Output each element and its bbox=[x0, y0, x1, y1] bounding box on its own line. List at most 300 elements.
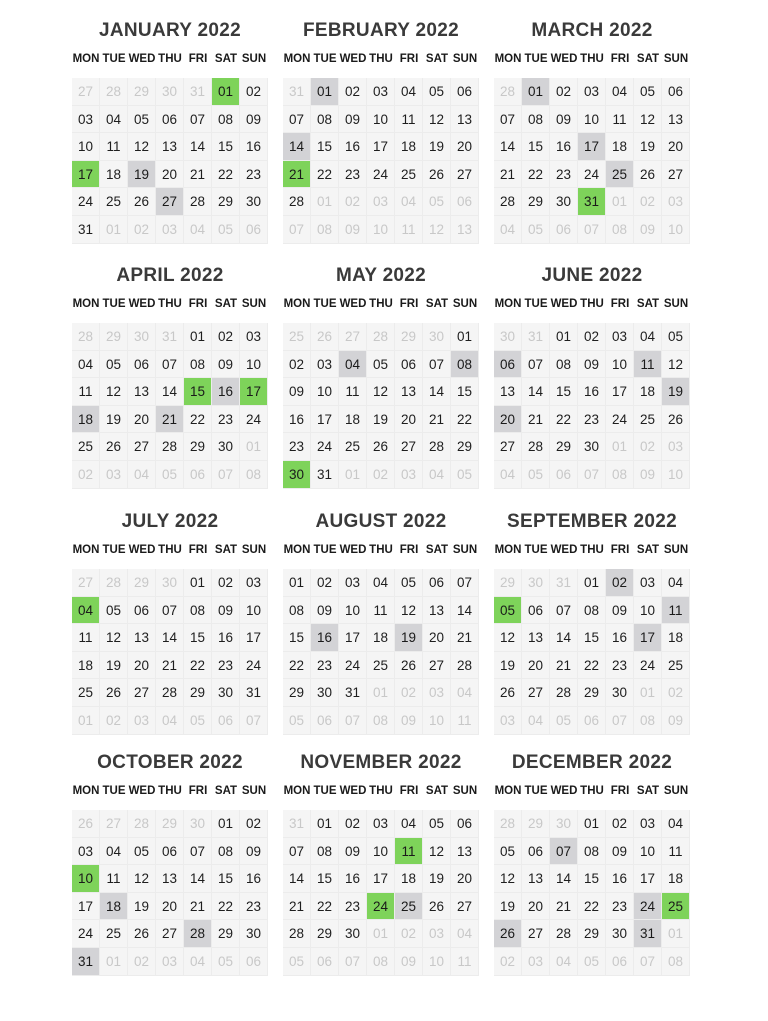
weekday-header bbox=[283, 780, 479, 802]
day-cell: 23 bbox=[240, 893, 268, 921]
weekday-label: FRI bbox=[188, 544, 208, 556]
weekday-label: THU bbox=[158, 53, 182, 65]
day-cell: 22 bbox=[212, 161, 240, 189]
day-cell: 09 bbox=[550, 106, 578, 134]
weekday-label: THU bbox=[580, 544, 604, 556]
day-cell: 23 bbox=[606, 893, 634, 921]
month-title: DECEMBER 2022 bbox=[511, 752, 673, 773]
day-cell: 27 bbox=[128, 679, 156, 707]
month-block bbox=[72, 14, 268, 244]
day-cell: 04 bbox=[72, 351, 100, 379]
adjacent-month-day: 02 bbox=[634, 188, 662, 216]
day-cell: 26 bbox=[423, 893, 451, 921]
adjacent-month-day: 06 bbox=[240, 948, 268, 976]
adjacent-month-day: 01 bbox=[606, 433, 634, 461]
highlighted-day-gray: 04 bbox=[339, 351, 367, 379]
day-cell: 31 bbox=[311, 461, 339, 489]
day-cell: 21 bbox=[451, 624, 479, 652]
adjacent-month-day: 27 bbox=[72, 78, 100, 106]
day-cell: 19 bbox=[494, 652, 522, 680]
day-cell: 14 bbox=[184, 133, 212, 161]
day-cell: 28 bbox=[283, 920, 311, 948]
day-cell: 17 bbox=[311, 406, 339, 434]
adjacent-month-day: 29 bbox=[522, 810, 550, 838]
day-cell: 28 bbox=[451, 652, 479, 680]
day-grid bbox=[283, 78, 479, 244]
day-cell: 13 bbox=[522, 865, 550, 893]
adjacent-month-day: 02 bbox=[634, 433, 662, 461]
weekday-label: SAT bbox=[214, 53, 238, 65]
day-cell: 22 bbox=[184, 652, 212, 680]
day-cell: 17 bbox=[606, 378, 634, 406]
day-cell: 12 bbox=[423, 106, 451, 134]
day-cell: 19 bbox=[367, 406, 395, 434]
day-cell: 21 bbox=[550, 652, 578, 680]
day-cell: 06 bbox=[128, 597, 156, 625]
adjacent-month-day: 04 bbox=[156, 707, 184, 735]
day-cell: 03 bbox=[367, 810, 395, 838]
day-cell: 04 bbox=[662, 569, 690, 597]
day-cell: 18 bbox=[339, 406, 367, 434]
weekday-header bbox=[72, 780, 268, 802]
adjacent-month-day: 07 bbox=[578, 216, 606, 244]
weekday-label: SUN bbox=[241, 785, 267, 797]
weekday-label: TUE bbox=[102, 298, 126, 310]
day-cell: 02 bbox=[578, 323, 606, 351]
day-cell: 14 bbox=[156, 624, 184, 652]
month-block bbox=[283, 14, 479, 244]
adjacent-month-day: 04 bbox=[494, 461, 522, 489]
highlighted-day-gray: 31 bbox=[634, 920, 662, 948]
adjacent-month-day: 02 bbox=[72, 461, 100, 489]
highlighted-day-gray: 24 bbox=[634, 893, 662, 921]
day-cell: 17 bbox=[339, 624, 367, 652]
day-cell: 07 bbox=[451, 569, 479, 597]
day-cell: 12 bbox=[100, 624, 128, 652]
weekday-label: FRI bbox=[399, 785, 419, 797]
day-cell: 26 bbox=[100, 679, 128, 707]
day-cell: 01 bbox=[184, 569, 212, 597]
day-cell: 18 bbox=[72, 652, 100, 680]
adjacent-month-day: 28 bbox=[100, 569, 128, 597]
day-cell: 06 bbox=[522, 597, 550, 625]
day-cell: 15 bbox=[184, 624, 212, 652]
day-cell: 01 bbox=[283, 569, 311, 597]
month-block bbox=[494, 14, 690, 244]
adjacent-month-day: 08 bbox=[634, 707, 662, 735]
day-cell: 18 bbox=[662, 624, 690, 652]
day-cell: 27 bbox=[522, 679, 550, 707]
day-cell: 12 bbox=[634, 106, 662, 134]
day-cell: 25 bbox=[395, 161, 423, 189]
day-cell: 16 bbox=[606, 865, 634, 893]
day-cell: 09 bbox=[339, 838, 367, 866]
day-cell: 10 bbox=[578, 106, 606, 134]
weekday-label: FRI bbox=[610, 298, 630, 310]
day-cell: 24 bbox=[72, 920, 100, 948]
day-cell: 26 bbox=[100, 433, 128, 461]
month-block bbox=[494, 505, 690, 735]
weekday-label: TUE bbox=[313, 298, 337, 310]
day-cell: 05 bbox=[100, 351, 128, 379]
highlighted-day-green: 31 bbox=[578, 188, 606, 216]
day-cell: 18 bbox=[634, 378, 662, 406]
day-cell: 02 bbox=[240, 78, 268, 106]
day-cell: 16 bbox=[240, 133, 268, 161]
day-cell: 07 bbox=[494, 106, 522, 134]
weekday-label: SUN bbox=[241, 544, 267, 556]
highlighted-day-gray: 28 bbox=[184, 920, 212, 948]
adjacent-month-day: 02 bbox=[100, 707, 128, 735]
day-cell: 22 bbox=[184, 406, 212, 434]
weekday-label: MON bbox=[283, 785, 311, 797]
day-cell: 18 bbox=[662, 865, 690, 893]
day-cell: 14 bbox=[494, 133, 522, 161]
day-cell: 13 bbox=[423, 597, 451, 625]
weekday-label: MON bbox=[72, 53, 100, 65]
adjacent-month-day: 04 bbox=[423, 461, 451, 489]
day-cell: 27 bbox=[423, 652, 451, 680]
weekday-label: SAT bbox=[425, 785, 449, 797]
day-cell: 04 bbox=[634, 323, 662, 351]
day-cell: 15 bbox=[212, 133, 240, 161]
adjacent-month-day: 28 bbox=[494, 78, 522, 106]
adjacent-month-day: 10 bbox=[367, 216, 395, 244]
adjacent-month-day: 09 bbox=[395, 948, 423, 976]
day-cell: 08 bbox=[578, 597, 606, 625]
adjacent-month-day: 03 bbox=[367, 188, 395, 216]
day-cell: 04 bbox=[662, 810, 690, 838]
day-cell: 28 bbox=[550, 679, 578, 707]
day-cell: 05 bbox=[423, 78, 451, 106]
day-cell: 05 bbox=[494, 838, 522, 866]
day-cell: 08 bbox=[578, 838, 606, 866]
weekday-label: FRI bbox=[188, 785, 208, 797]
adjacent-month-day: 08 bbox=[606, 216, 634, 244]
day-cell: 23 bbox=[212, 406, 240, 434]
weekday-label: SAT bbox=[214, 544, 238, 556]
day-cell: 31 bbox=[72, 216, 100, 244]
day-cell: 26 bbox=[367, 433, 395, 461]
adjacent-month-day: 28 bbox=[100, 78, 128, 106]
day-cell: 04 bbox=[395, 810, 423, 838]
adjacent-month-day: 31 bbox=[184, 78, 212, 106]
weekday-header bbox=[494, 539, 690, 561]
day-cell: 16 bbox=[550, 133, 578, 161]
adjacent-month-day: 30 bbox=[128, 323, 156, 351]
month-title: SEPTEMBER 2022 bbox=[507, 511, 677, 532]
weekday-label: WED bbox=[128, 298, 156, 310]
adjacent-month-day: 28 bbox=[72, 323, 100, 351]
day-cell: 29 bbox=[451, 433, 479, 461]
day-cell: 11 bbox=[606, 106, 634, 134]
weekday-header bbox=[72, 48, 268, 70]
day-cell: 10 bbox=[240, 597, 268, 625]
day-cell: 03 bbox=[634, 569, 662, 597]
day-cell: 19 bbox=[634, 133, 662, 161]
day-cell: 18 bbox=[367, 624, 395, 652]
highlighted-day-gray: 16 bbox=[212, 378, 240, 406]
month-title: FEBRUARY 2022 bbox=[303, 20, 459, 41]
adjacent-month-day: 01 bbox=[367, 679, 395, 707]
weekday-label: TUE bbox=[102, 53, 126, 65]
day-cell: 24 bbox=[339, 652, 367, 680]
adjacent-month-day: 05 bbox=[522, 216, 550, 244]
day-cell: 20 bbox=[128, 406, 156, 434]
weekday-label: THU bbox=[369, 785, 393, 797]
day-cell: 13 bbox=[156, 133, 184, 161]
weekday-label: FRI bbox=[610, 544, 630, 556]
adjacent-month-day: 06 bbox=[550, 216, 578, 244]
adjacent-month-day: 28 bbox=[367, 323, 395, 351]
month-title: APRIL 2022 bbox=[116, 265, 224, 286]
day-cell: 12 bbox=[423, 838, 451, 866]
day-cell: 09 bbox=[311, 597, 339, 625]
highlighted-day-green: 05 bbox=[494, 597, 522, 625]
adjacent-month-day: 28 bbox=[494, 810, 522, 838]
highlighted-day-gray: 21 bbox=[156, 406, 184, 434]
day-cell: 15 bbox=[283, 624, 311, 652]
weekday-label: THU bbox=[158, 298, 182, 310]
adjacent-month-day: 05 bbox=[550, 707, 578, 735]
day-cell: 11 bbox=[100, 133, 128, 161]
adjacent-month-day: 29 bbox=[494, 569, 522, 597]
adjacent-month-day: 01 bbox=[100, 948, 128, 976]
day-cell: 10 bbox=[240, 351, 268, 379]
day-cell: 09 bbox=[212, 351, 240, 379]
day-cell: 07 bbox=[156, 351, 184, 379]
adjacent-month-day: 13 bbox=[451, 216, 479, 244]
adjacent-month-day: 09 bbox=[634, 216, 662, 244]
day-cell: 18 bbox=[100, 161, 128, 189]
day-cell: 02 bbox=[212, 569, 240, 597]
weekday-label: TUE bbox=[313, 53, 337, 65]
day-cell: 02 bbox=[550, 78, 578, 106]
day-cell: 20 bbox=[128, 652, 156, 680]
highlighted-day-gray: 25 bbox=[606, 161, 634, 189]
adjacent-month-day: 08 bbox=[311, 216, 339, 244]
weekday-label: TUE bbox=[102, 544, 126, 556]
day-cell: 01 bbox=[578, 810, 606, 838]
adjacent-month-day: 30 bbox=[184, 810, 212, 838]
day-cell: 07 bbox=[283, 838, 311, 866]
highlighted-day-gray: 18 bbox=[72, 406, 100, 434]
adjacent-month-day: 07 bbox=[339, 707, 367, 735]
day-cell: 08 bbox=[311, 106, 339, 134]
day-cell: 03 bbox=[339, 569, 367, 597]
adjacent-month-day: 04 bbox=[494, 216, 522, 244]
weekday-label: SAT bbox=[214, 785, 238, 797]
weekday-label: WED bbox=[550, 785, 578, 797]
adjacent-month-day: 03 bbox=[156, 948, 184, 976]
weekday-label: TUE bbox=[524, 298, 548, 310]
day-cell: 23 bbox=[212, 652, 240, 680]
adjacent-month-day: 02 bbox=[494, 948, 522, 976]
weekday-label: MON bbox=[72, 785, 100, 797]
adjacent-month-day: 01 bbox=[311, 188, 339, 216]
adjacent-month-day: 09 bbox=[395, 707, 423, 735]
adjacent-month-day: 05 bbox=[212, 216, 240, 244]
day-cell: 24 bbox=[240, 652, 268, 680]
day-cell: 05 bbox=[395, 569, 423, 597]
day-cell: 24 bbox=[634, 652, 662, 680]
day-cell: 25 bbox=[72, 679, 100, 707]
day-cell: 30 bbox=[311, 679, 339, 707]
day-cell: 30 bbox=[550, 188, 578, 216]
adjacent-month-day: 03 bbox=[395, 461, 423, 489]
weekday-label: SAT bbox=[636, 785, 660, 797]
weekday-label: MON bbox=[494, 53, 522, 65]
day-cell: 21 bbox=[184, 161, 212, 189]
adjacent-month-day: 03 bbox=[100, 461, 128, 489]
weekday-label: TUE bbox=[102, 785, 126, 797]
weekday-label: SUN bbox=[663, 298, 689, 310]
day-cell: 10 bbox=[606, 351, 634, 379]
day-grid bbox=[72, 323, 268, 489]
day-cell: 21 bbox=[550, 893, 578, 921]
adjacent-month-day: 29 bbox=[395, 323, 423, 351]
weekday-label: WED bbox=[339, 53, 367, 65]
day-cell: 04 bbox=[367, 569, 395, 597]
adjacent-month-day: 08 bbox=[662, 948, 690, 976]
adjacent-month-day: 08 bbox=[367, 707, 395, 735]
day-grid bbox=[283, 810, 479, 976]
day-cell: 29 bbox=[283, 679, 311, 707]
day-cell: 20 bbox=[522, 893, 550, 921]
day-cell: 05 bbox=[634, 78, 662, 106]
weekday-label: THU bbox=[580, 53, 604, 65]
day-cell: 11 bbox=[662, 838, 690, 866]
day-cell: 28 bbox=[423, 433, 451, 461]
highlighted-day-gray: 01 bbox=[311, 78, 339, 106]
day-cell: 27 bbox=[662, 161, 690, 189]
day-cell: 19 bbox=[100, 652, 128, 680]
adjacent-month-day: 27 bbox=[72, 569, 100, 597]
weekday-label: SUN bbox=[452, 298, 478, 310]
day-cell: 15 bbox=[578, 624, 606, 652]
day-cell: 03 bbox=[240, 569, 268, 597]
highlighted-day-green: 17 bbox=[240, 378, 268, 406]
day-cell: 20 bbox=[156, 893, 184, 921]
adjacent-month-day: 01 bbox=[367, 920, 395, 948]
day-cell: 24 bbox=[367, 161, 395, 189]
weekday-label: FRI bbox=[610, 785, 630, 797]
day-cell: 23 bbox=[606, 652, 634, 680]
highlighted-day-gray: 01 bbox=[522, 78, 550, 106]
weekday-label: SAT bbox=[214, 298, 238, 310]
day-cell: 03 bbox=[240, 323, 268, 351]
day-cell: 08 bbox=[283, 597, 311, 625]
highlighted-day-gray: 25 bbox=[395, 893, 423, 921]
adjacent-month-day: 04 bbox=[184, 216, 212, 244]
adjacent-month-day: 04 bbox=[451, 920, 479, 948]
day-cell: 20 bbox=[423, 624, 451, 652]
day-cell: 15 bbox=[578, 865, 606, 893]
adjacent-month-day: 31 bbox=[522, 323, 550, 351]
adjacent-month-day: 04 bbox=[550, 948, 578, 976]
day-cell: 19 bbox=[128, 893, 156, 921]
day-cell: 12 bbox=[128, 865, 156, 893]
adjacent-month-day: 05 bbox=[522, 461, 550, 489]
day-cell: 10 bbox=[72, 133, 100, 161]
adjacent-month-day: 30 bbox=[550, 810, 578, 838]
weekday-header bbox=[72, 539, 268, 561]
weekday-header bbox=[283, 48, 479, 70]
adjacent-month-day: 07 bbox=[578, 461, 606, 489]
day-cell: 20 bbox=[522, 652, 550, 680]
month-title: JUNE 2022 bbox=[541, 265, 643, 286]
day-cell: 22 bbox=[578, 652, 606, 680]
day-cell: 22 bbox=[522, 161, 550, 189]
weekday-label: THU bbox=[158, 544, 182, 556]
adjacent-month-day: 09 bbox=[634, 461, 662, 489]
day-cell: 14 bbox=[522, 378, 550, 406]
day-cell: 04 bbox=[395, 78, 423, 106]
day-cell: 29 bbox=[212, 188, 240, 216]
weekday-label: SUN bbox=[663, 785, 689, 797]
adjacent-month-day: 02 bbox=[367, 461, 395, 489]
weekday-label: WED bbox=[339, 298, 367, 310]
day-cell: 17 bbox=[240, 624, 268, 652]
day-cell: 28 bbox=[156, 679, 184, 707]
adjacent-month-day: 01 bbox=[606, 188, 634, 216]
day-cell: 05 bbox=[128, 106, 156, 134]
highlighted-day-green: 25 bbox=[662, 893, 690, 921]
highlighted-day-gray: 19 bbox=[395, 624, 423, 652]
day-cell: 30 bbox=[606, 679, 634, 707]
highlighted-day-green: 24 bbox=[367, 893, 395, 921]
day-cell: 30 bbox=[212, 433, 240, 461]
day-cell: 06 bbox=[451, 810, 479, 838]
month-title: MAY 2022 bbox=[335, 265, 427, 286]
month-title: NOVEMBER 2022 bbox=[300, 752, 462, 773]
day-cell: 24 bbox=[72, 188, 100, 216]
day-cell: 18 bbox=[395, 865, 423, 893]
day-cell: 28 bbox=[156, 433, 184, 461]
day-cell: 11 bbox=[72, 624, 100, 652]
day-grid bbox=[283, 323, 479, 489]
day-cell: 29 bbox=[311, 920, 339, 948]
day-cell: 05 bbox=[423, 810, 451, 838]
day-cell: 15 bbox=[311, 133, 339, 161]
day-cell: 05 bbox=[367, 351, 395, 379]
day-cell: 11 bbox=[395, 106, 423, 134]
day-cell: 02 bbox=[283, 351, 311, 379]
adjacent-month-day: 06 bbox=[550, 461, 578, 489]
day-cell: 24 bbox=[311, 433, 339, 461]
day-cell: 23 bbox=[240, 161, 268, 189]
month-block bbox=[72, 505, 268, 735]
weekday-label: MON bbox=[494, 544, 522, 556]
weekday-label: WED bbox=[339, 785, 367, 797]
day-cell: 26 bbox=[634, 161, 662, 189]
day-cell: 24 bbox=[240, 406, 268, 434]
month-block bbox=[283, 259, 479, 489]
day-cell: 25 bbox=[339, 433, 367, 461]
weekday-label: SUN bbox=[663, 53, 689, 65]
day-cell: 20 bbox=[662, 133, 690, 161]
day-cell: 01 bbox=[184, 323, 212, 351]
day-cell: 21 bbox=[494, 161, 522, 189]
highlighted-day-gray: 11 bbox=[662, 597, 690, 625]
day-cell: 05 bbox=[100, 597, 128, 625]
month-block bbox=[72, 259, 268, 489]
day-cell: 23 bbox=[339, 893, 367, 921]
weekday-label: FRI bbox=[188, 298, 208, 310]
weekday-label: THU bbox=[369, 298, 393, 310]
adjacent-month-day: 07 bbox=[339, 948, 367, 976]
day-cell: 17 bbox=[72, 893, 100, 921]
